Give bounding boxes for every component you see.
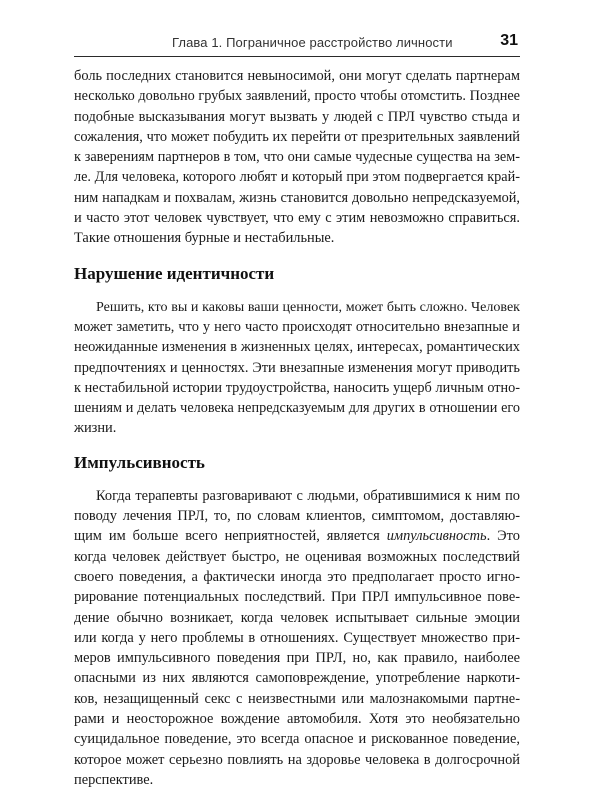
text-line: которое может серьезно повлиять на здоровье человека в долгосрочной [74,751,520,768]
emphasized-term: импульсивность [386,528,487,545]
paragraph-intro [74,66,520,249]
page-number: 31 [500,32,518,49]
text-line: суицидальное поведение, это всегда опасное и рискованное поведение, [74,731,520,748]
text-line: меров импульсивного поведения при ПРЛ, но, как правило, наиболее [74,650,520,667]
text-line: предпочтениях и ценностях. Эти внезапные изменения могут приводить [74,359,520,376]
text-line: Такие отношения бурные и нестабильные. [74,230,335,247]
text-line [74,526,520,546]
text-line: опасными из них являются самоповреждение, употребление наркоти- [74,670,520,687]
section-heading-impulsivity: Импульсивность [74,452,205,472]
text-line: рирование потенциальных последствий. При ПРЛ импульсивное пове- [74,589,520,606]
paragraph-identity [74,297,520,439]
text-line: сожаления, что может побудить их перейти от презрительных заявлений [74,128,520,145]
chapter-title: Глава 1. Пограничное расстройство личности [172,35,453,50]
text-line: шениям и делать человека непредсказуемым для других в отношении его [74,400,520,417]
text-line: или когда у него проблемы в отношениях. Существует множество при- [74,629,520,646]
text-line: несколько довольно грубых заявлений, просто чтобы отомстить. Позднее [74,88,520,105]
text-line: боль последних становится невыносимой, они могут сделать партнерам [74,68,520,84]
text-line: к нестабильной истории трудоустройства, наносить ущерб личным отно- [74,379,520,396]
text-line: когда человек действует быстро, не оценивая возможных последствий [74,548,520,565]
text-line: перспективе. [74,771,154,788]
text-line: ним нападкам и похвалам, жизнь становится довольно непредсказуемой, [74,189,520,206]
text-line: рами и неосторожное вождение автомобиля. Хотя это необязательно [74,711,520,728]
text-line: жизни. [74,420,117,437]
text-line: к заверениям партнеров в том, что они самые чудесные существа на зем- [74,149,520,166]
page-body [74,66,520,790]
text-line: Когда терапевты разговаривают с людьми, обратившимися к ним по [96,487,520,504]
text-segment: . Это [486,528,520,545]
running-header [74,34,520,57]
paragraph-impulsivity [74,486,520,790]
section-heading-identity: Нарушение идентичности [74,263,275,283]
text-line: своего поведения, а фактически иногда это предполагает просто игно- [74,568,520,585]
text-line: дение обычно возникает, когда человек испытывает сильные эмоции [74,609,520,626]
text-segment: щим им больше всего неприятностей, является [74,528,380,545]
text-line: подобные высказывания могут вызвать у людей с ПРЛ чувство стыда и [74,108,520,125]
text-line: ле. Для человека, которого любят и который при этом подвергается край- [74,169,520,186]
text-line: может заметить, что у него часто происходят относительно внезапные и [74,318,520,335]
text-line: ков, незащищенный секс с неизвестными или малознакомыми партне- [74,690,520,707]
text-line: поводу лечения ПРЛ, то, по словам клиентов, симптомом, доставляю- [74,508,520,525]
text-line: Решить, кто вы и каковы ваши ценности, может быть сложно. Человек [96,298,520,315]
text-line: и часто этот человек чувствует, что ему с этим невозможно справиться. [74,210,520,227]
text-line: неожиданные изменения в жизненных целях, интересах, романтических [74,339,520,356]
